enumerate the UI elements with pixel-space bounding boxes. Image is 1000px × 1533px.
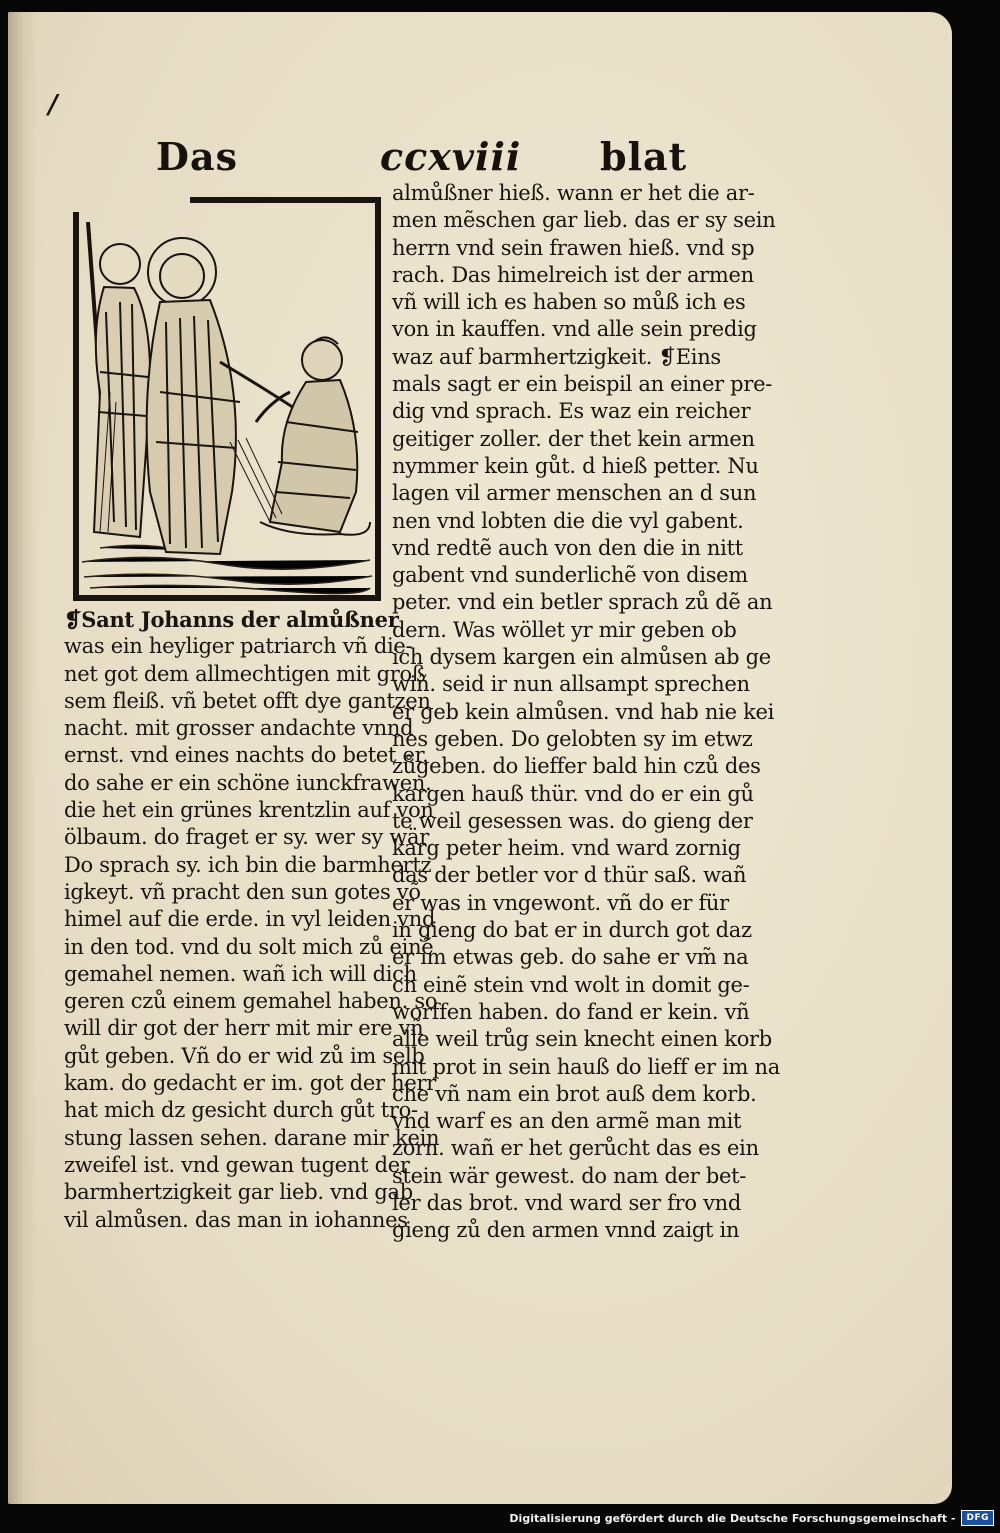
text-line: vnd warf es an den armẽ man mit [392, 1109, 742, 1134]
text-line: gabent vnd sunderlichẽ von disem [392, 563, 748, 588]
text-line: will dir got der herr mit mir ere vñ [64, 1016, 424, 1041]
text-line: men mẽschen gar lieb. das er sy sein [392, 208, 776, 233]
text-line: die het ein grünes krentzlin auf von [64, 798, 434, 823]
text-line: peter. vnd ein betler sprach zů dẽ an [392, 590, 773, 615]
text-line: gemahel nemen. wañ ich will dich [64, 961, 417, 986]
text-line: in den tod. vnd du solt mich zů einẽ [64, 934, 434, 959]
text-line: ich dysem kargen ein almůsen ab ge [392, 645, 771, 670]
text-line: nacht. mit grosser andachte vnnd [64, 716, 414, 741]
text-line: was ein heyliger patriarch vñ die- [64, 634, 413, 659]
funding-footer [509, 1505, 994, 1531]
text-line: karg peter heim. vnd ward zornig [392, 836, 741, 861]
text-line: hat mich dz gesicht durch gůt tro- [64, 1098, 418, 1123]
text-line: rach. Das himelreich ist der armen [392, 262, 754, 287]
text-line: stung lassen sehen. darane mir kein [64, 1125, 440, 1150]
text-line: ❡Sant Johanns der almůßner [64, 607, 399, 632]
text-line: dern. Was wöllet yr mir geben ob [392, 617, 737, 642]
text-line: dig vnd sprach. Es waz ein reicher [392, 399, 751, 424]
text-line: von in kauffen. vnd alle sein predig [392, 317, 757, 342]
headline-left: Das [156, 134, 238, 179]
text-line: geren czů einem gemahel haben. so [64, 989, 438, 1014]
text-line: geitiger zoller. der thet kein armen [392, 426, 755, 451]
text-line: stein wär gewest. do nam der bet- [392, 1163, 747, 1188]
text-line: vñ will ich es haben so můß ich es [392, 290, 746, 315]
right-text-column [392, 180, 780, 1245]
text-line: er was in vngewont. vñ do er für [392, 890, 729, 915]
text-line: nymmer kein gůt. d hieß petter. Nu [392, 453, 759, 478]
folio-number: ccxviii [380, 134, 522, 179]
text-line: mit prot in sein hauß do lieff er im na [392, 1054, 780, 1079]
text-line: ler das brot. vnd ward ser fro vnd [392, 1190, 742, 1215]
text-line: worffen haben. do fand er kein. vñ [392, 999, 750, 1024]
text-line: zůgeben. do lieffer bald hin czů des [392, 754, 761, 779]
text-line: almůßner hieß. wann er het die ar- [392, 181, 755, 205]
text-line: kam. do gedacht er im. got der herr [64, 1071, 436, 1096]
text-line: zorn. wañ er het gerůcht das es ein [392, 1136, 759, 1161]
page-gutter-shadow [8, 12, 38, 1504]
left-text-column [64, 606, 440, 1234]
funding-text: Digitalisierung gefördert durch die Deutsche Forschungsgemeinschaft - [509, 1511, 956, 1525]
running-head [8, 134, 952, 184]
text-line: lagen vil armer menschen an d sun [392, 481, 757, 506]
text-line: gůt geben. Vñ do er wid zů im selb [64, 1043, 425, 1068]
text-line: nen vnd lobten die die vyl gabent. [392, 508, 744, 533]
text-line: nes geben. Do gelobten sy im etwz [392, 726, 753, 751]
marginal-mark: / [48, 90, 58, 120]
text-line: do sahe er ein schöne iunckfrawen. [64, 770, 432, 795]
text-line: himel auf die erde. in vyl leiden vnd [64, 907, 436, 932]
text-line: in gieng do bat er in durch got daz [392, 918, 752, 943]
text-line: barmhertzigkeit gar lieb. vnd gab [64, 1180, 413, 1205]
headline-right: blat [600, 134, 688, 179]
book-page [8, 12, 952, 1504]
text-line: ch einẽ stein vnd wolt in domit ge- [392, 972, 750, 997]
text-line: gieng zů den armen vnnd zaigt in [392, 1218, 740, 1243]
text-line: ernst. vnd eines nachts do betet er. [64, 743, 429, 768]
text-line: zweifel ist. vnd gewan tugent der [64, 1152, 410, 1177]
text-line: che vñ nam ein brot auß dem korb. [392, 1081, 757, 1106]
text-line: herrn vnd sein frawen hieß. vnd sp [392, 235, 755, 260]
text-line: te weil gesessen was. do gieng der [392, 808, 753, 833]
text-line: er im etwas geb. do sahe er vm̃ na [392, 945, 749, 970]
text-line: sem fleiß. vñ betet offt dye gantzen [64, 688, 431, 713]
text-line: das der betler vor d thür saß. wañ [392, 863, 747, 888]
woodcut-illustration [70, 192, 384, 608]
text-line: er geb kein almůsen. vnd hab nie kei [392, 699, 775, 724]
text-line: igkeyt. vñ pracht den sun gotes võ [64, 879, 421, 904]
text-line: waz auf barmhertzigkeit. ❡Eins [392, 344, 721, 369]
text-line: alle weil trůg sein knecht einen korb [392, 1027, 772, 1052]
text-line: vil almůsen. das man in iohannes [64, 1207, 408, 1232]
text-line: ölbaum. do fraget er sy. wer sy wär [64, 825, 429, 850]
text-line: net got dem allmechtigen mit groß [64, 661, 426, 686]
text-line: mals sagt er ein beispil an einer pre- [392, 372, 772, 397]
text-line: Do sprach sy. ich bin die barmhertz [64, 852, 432, 877]
text-line: wiñ. seid ir nun allsampt sprechen [392, 672, 750, 697]
dfg-logo[interactable]: DFG [961, 1510, 994, 1526]
text-line: kargen hauß thür. vnd do er ein gů [392, 781, 754, 806]
text-line: vnd redtẽ auch von den die in nitt [392, 535, 743, 560]
